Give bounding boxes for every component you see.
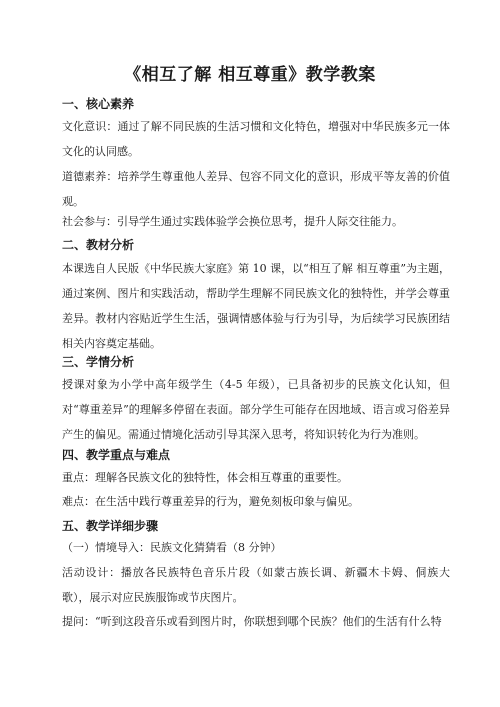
section-heading-key-points: 四、教学重点与难点 xyxy=(62,448,171,462)
section-heading-teaching-steps: 五、教学详细步骤 xyxy=(62,519,159,533)
paragraph-activity-design: 活动设计：播放各民族特色音乐片段（如蒙古族长调、新疆木卡姆、侗族大歌），展示对应民族服饰或节庆图片。 xyxy=(62,566,450,604)
section-heading-learner-analysis: 三、学情分析 xyxy=(62,355,135,369)
section-heading-core-literacy: 一、核心素养 xyxy=(62,97,135,111)
paragraph-key-point: 重点：理解各民族文化的独特性，体会相互尊重的重要性。 xyxy=(62,471,348,484)
paragraph-question: 提问：“听到这段音乐或看到图片时，你联想到哪个民族？他们的生活有什么特 xyxy=(62,615,442,628)
paragraph-textbook-analysis: 本课选自人民版《中华民族大家庭》第 10 课，以“相互了解 相互尊重”为主题，通过案例、图片和实践活动，帮助学生理解不同民族文化的独特性，并学会尊重差异。教材内容贴近学生生活，强调情感体验与行为引导，为后续学习民族团结相关内容奠定基础。 xyxy=(62,262,450,350)
document-title: 《相互了解 相互尊重》教学教案 xyxy=(124,65,376,85)
paragraph-learner-analysis: 授课对象为小学中高年级学生（4-5 年级），已具备初步的民族文化认知，但对“尊重差异”的理解多停留在表面。部分学生可能存在因地域、语言或习俗差异产生的偏见。需通过情境化活动引导其深入思考，将知识转化为行为准则。 xyxy=(62,378,450,441)
section-heading-textbook-analysis: 二、教材分析 xyxy=(62,238,135,252)
paragraph-difficulty: 难点：在生活中践行尊重差异的行为，避免刻板印象与偏见。 xyxy=(62,495,359,508)
paragraph-moral-literacy: 道德素养：培养学生尊重他人差异、包容不同文化的意识，形成平等友善的价值观。 xyxy=(62,170,450,208)
paragraph-cultural-awareness: 文化意识：通过了解不同民族的生活习惯和文化特色，增强对中华民族多元一体文化的认同感。 xyxy=(62,120,450,158)
paragraph-social-participation: 社会参与：引导学生通过实践体验学会换位思考，提升人际交往能力。 xyxy=(62,215,403,228)
step-heading-situational-intro: （一）情境导入：民族文化猜猜看（8 分钟） xyxy=(62,541,282,554)
